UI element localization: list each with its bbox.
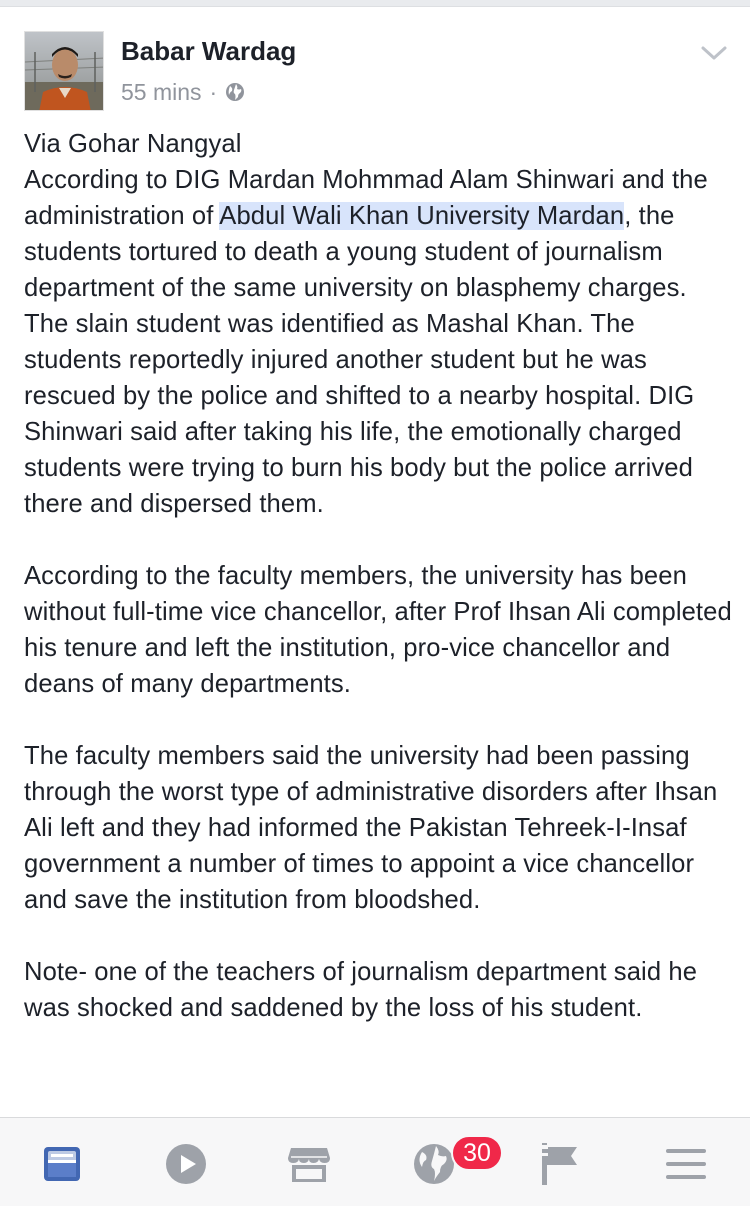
post-timestamp[interactable]: 55 mins (121, 79, 202, 105)
notifications-globe-icon (413, 1143, 455, 1185)
globe-icon[interactable] (225, 82, 245, 102)
paragraph-gap (24, 522, 734, 558)
notification-count-badge[interactable]: 30 (451, 1135, 503, 1171)
highlighted-text: Abdul Wali Khan University Mardan (219, 202, 625, 230)
meta-separator: · (209, 79, 218, 105)
tab-watch[interactable] (162, 1140, 210, 1188)
post-text-segment: , the students tortured to death a young student of journalism department of the same university on blasphemy charges. The slain student was identified as Mashal Khan. The students reportedly injured another student but he was rescued by the police and shifted to a nearby hospital. DIG Shinwari said after taking his life, the emotionally charged students were trying to burn his body but the police arrived there and dispersed them. (24, 202, 695, 518)
post-paragraph-1 (24, 126, 734, 522)
bottom-tab-bar (0, 1117, 750, 1206)
paragraph-gap (24, 702, 734, 738)
author-avatar[interactable] (24, 31, 104, 111)
post-paragraph-4: Note- one of the teachers of journalism department said he was shocked and saddened by the loss of his student. (24, 958, 698, 1022)
tab-marketplace[interactable] (285, 1140, 333, 1188)
news-feed-icon (42, 1145, 82, 1183)
marketplace-icon (287, 1144, 331, 1184)
menu-icon (665, 1146, 707, 1182)
post-meta (121, 77, 245, 107)
post-body (24, 126, 734, 1026)
post-via-line: Via Gohar Nangyal (24, 130, 242, 158)
post-text-segment: According to DIG Mardan Mohmmad Alam Shinwari and the administration of (24, 166, 708, 230)
paragraph-gap (24, 918, 734, 954)
tab-pages[interactable] (536, 1140, 584, 1188)
video-play-icon (165, 1143, 207, 1185)
post-paragraph-3: The faculty members said the university had been passing through the worst type of administrative disorders after Ihsan Ali left and they had informed the Pakistan Tehreek-I-Insaf government a number of times to appoint a vice chancellor and save the institution from bloodshed. (24, 742, 718, 914)
post-options-chevron-icon[interactable] (700, 43, 728, 63)
avatar-photo (25, 32, 104, 111)
feed-top-separator (0, 0, 750, 7)
tab-news-feed[interactable] (38, 1140, 86, 1188)
pages-flag-icon (539, 1141, 581, 1187)
author-name[interactable]: Babar Wardag (121, 36, 297, 66)
post-paragraph-2: According to the faculty members, the university has been without full-time vice chancellor, after Prof Ihsan Ali completed his tenure and left the institution, pro-vice chancellor and deans of many departments. (24, 562, 732, 698)
feed-post (0, 7, 750, 1117)
tab-more-menu[interactable] (662, 1140, 710, 1188)
